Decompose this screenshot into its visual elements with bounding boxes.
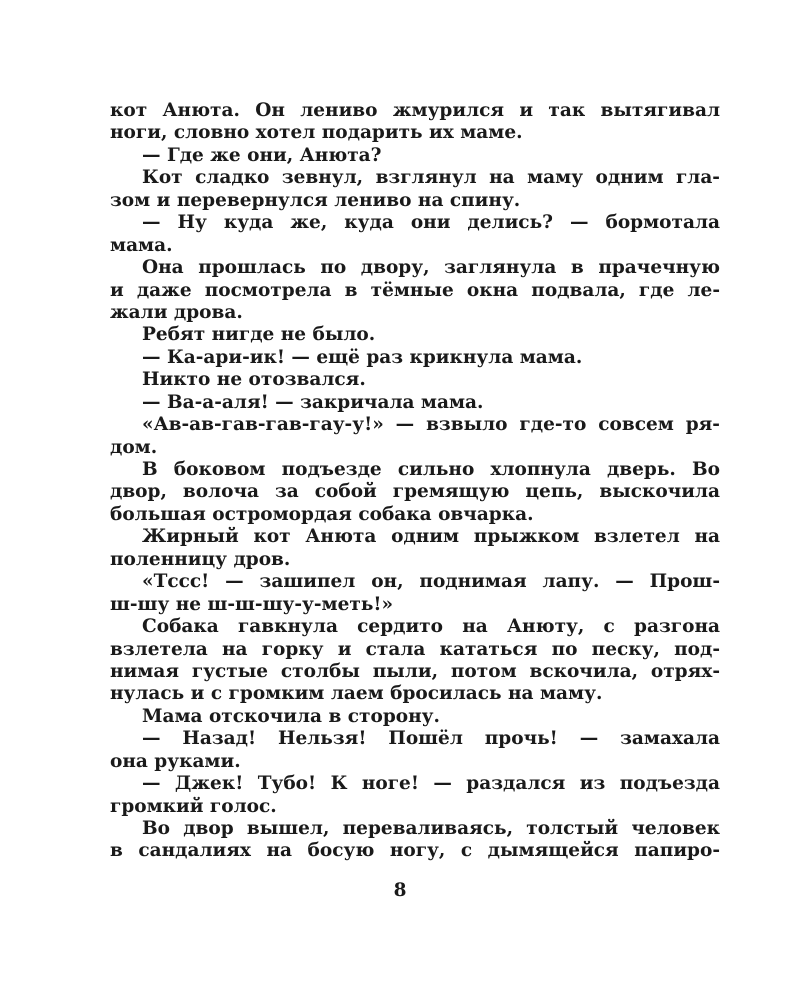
text-line: В боковом подъезде сильно хлопнула дверь. Во — [142, 459, 720, 480]
text-line: ноги, словно хотел подарить их маме. — [110, 122, 523, 144]
text-line: жали дрова. — [110, 301, 243, 323]
text-line: Ребят нигде не было. — [142, 324, 376, 346]
page-number: 8 — [393, 880, 407, 901]
text-line: поленницу дров. — [110, 548, 291, 570]
text-line: в сандалиях на босую ногу, с дымящейся папиро- — [110, 840, 720, 862]
text-line: Никто не отозвался. — [142, 369, 366, 391]
text-line: кот Анюта. Он лениво жмурился и так вытягивал — [110, 100, 720, 121]
text-line: Кот сладко зевнул, взглянул на маму одним гла- — [142, 167, 720, 189]
text-line: взлетела на горку и стала кататься по песку, под- — [110, 638, 720, 660]
text-line: зом и перевернулся лениво на спину. — [110, 189, 521, 211]
text-line: двор, волоча за собой гремящую цепь, выскочила — [110, 481, 720, 503]
text-line: Собака гавкнула сердито на Анюту, с разгона — [142, 616, 720, 638]
text-line: Жирный кот Анюта одним прыжком взлетел на — [142, 526, 720, 548]
text-line: «Тссс! — зашипел он, поднимая лапу. — Прош- — [142, 571, 720, 593]
text-line: ш-шу не ш-ш-шу-у-меть!» — [110, 593, 394, 615]
text-line: дом. — [110, 436, 158, 458]
text-line: «Ав-ав-гав-гав-гау-у!» — взвыло где-то совсем ря- — [142, 414, 720, 436]
text-line: — Джек! Тубо! К ноге! — раздался из подъезда — [142, 773, 720, 795]
text-line: и даже посмотрела в тёмные окна подвала, где ле- — [110, 279, 720, 301]
text-line: нимая густые столбы пыли, потом вскочила, отрях- — [110, 660, 720, 682]
body-text — [110, 100, 720, 863]
text-line: громкий голос. — [110, 795, 277, 817]
text-line: Во двор вышел, переваливаясь, толстый человек — [142, 818, 720, 839]
text-line: — Где же они, Анюта? — [142, 144, 382, 166]
text-line: — Ка-ари-ик! — ещё раз крикнула мама. — [142, 346, 583, 368]
text-line: Она прошлась по двору, заглянула в прачечную — [142, 257, 720, 279]
text-line: — Ва-а-аля! — закричала мама. — [142, 391, 484, 413]
text-line: Мама отскочила в сторону. — [142, 705, 440, 727]
text-line: — Назад! Нельзя! Пошёл прочь! — замахала — [142, 728, 720, 750]
text-line: — Ну куда же, куда они делись? — бормотала — [142, 212, 720, 234]
text-line: мама. — [110, 234, 173, 256]
text-line: она руками. — [110, 750, 241, 772]
text-line: нулась и с громким лаем бросилась на маму. — [110, 683, 603, 705]
text-line: большая остромордая собака овчарка. — [110, 503, 534, 525]
